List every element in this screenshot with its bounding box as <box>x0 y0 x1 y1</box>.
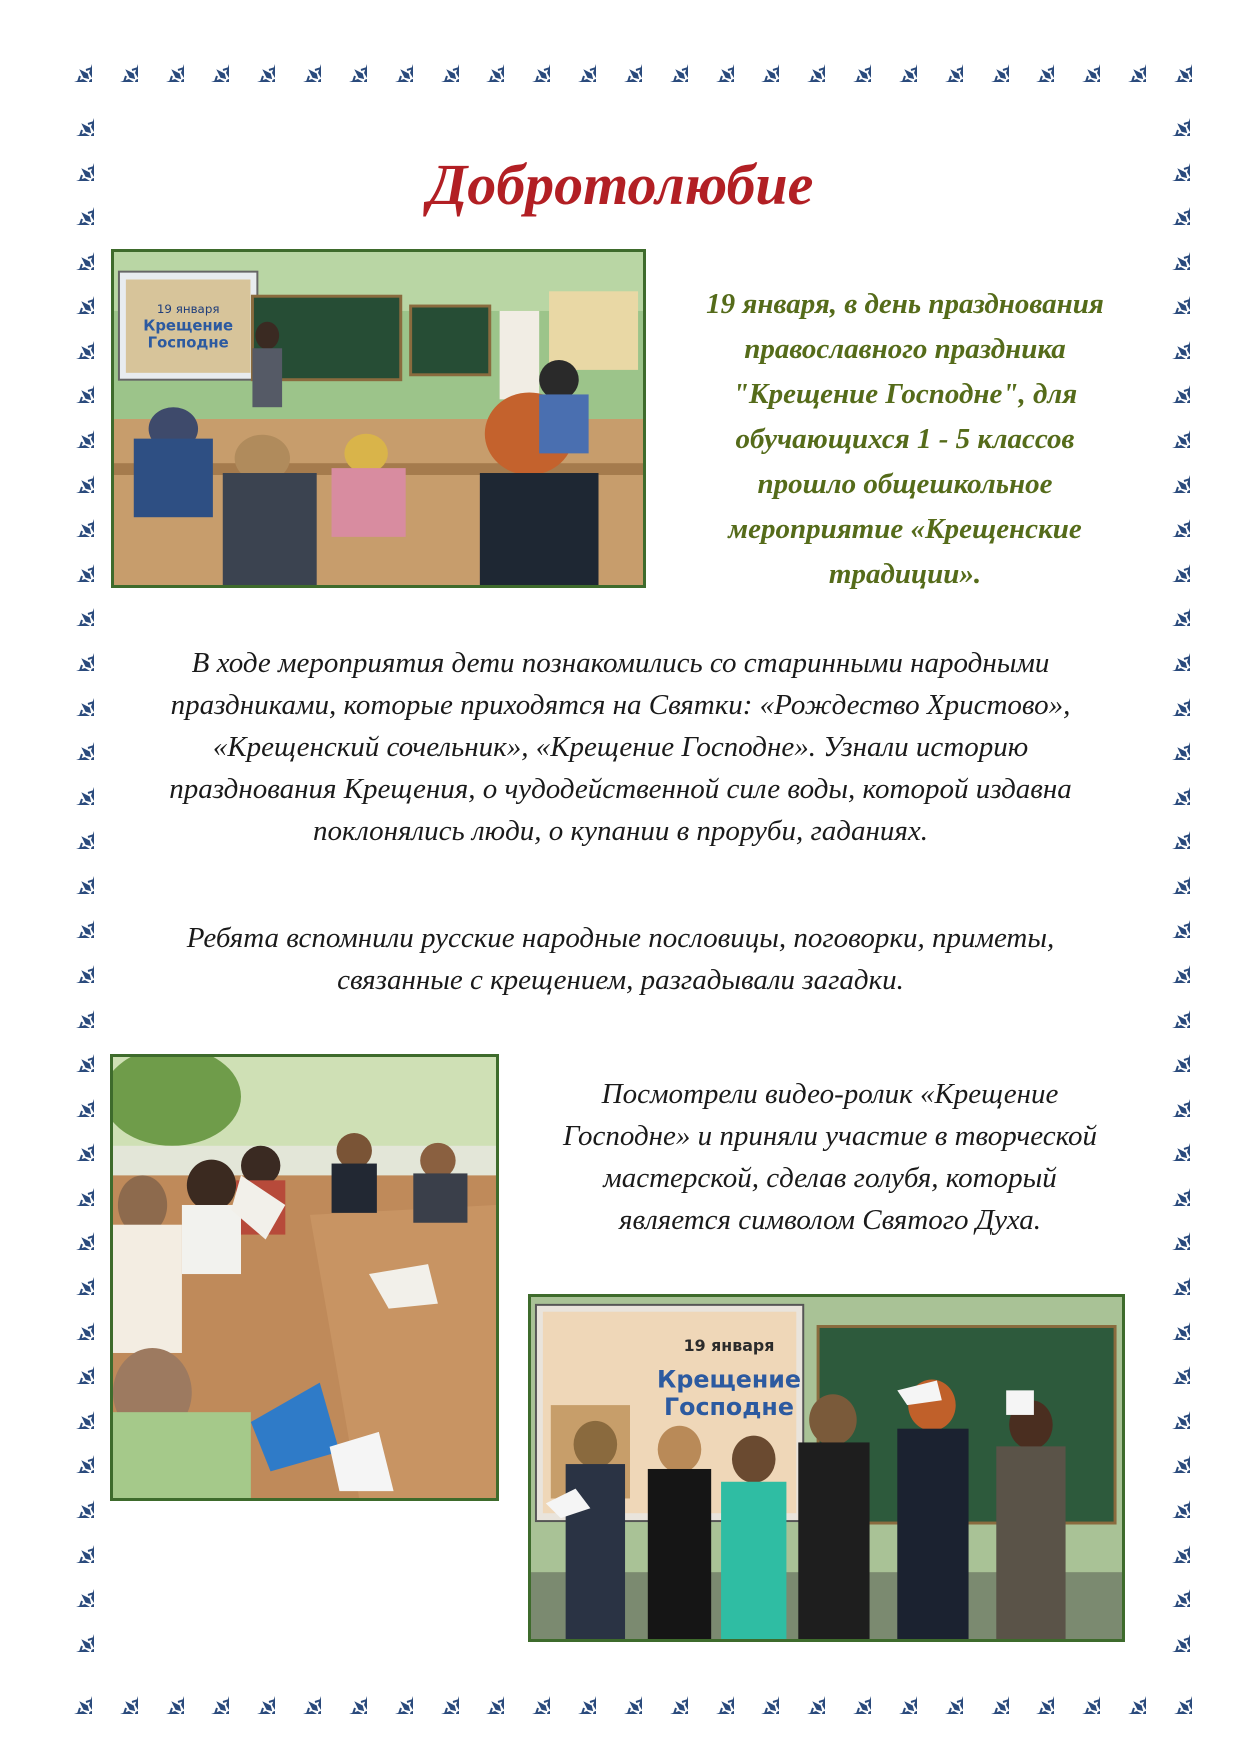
snowflake-ornament-icon <box>739 1674 779 1714</box>
paragraph-line: Ребята вспомнили русские народные пословицы, поговорки, приметы, <box>186 922 1055 954</box>
snowflake-ornament-icon <box>923 1674 963 1714</box>
snowflake-ornament-icon <box>54 1255 94 1295</box>
snowflake-ornament-icon <box>54 765 94 805</box>
snowflake-ornament-icon <box>419 1674 459 1714</box>
snowflake-ornament-icon <box>1150 363 1190 403</box>
border-top <box>52 40 1192 84</box>
snowflake-ornament-icon <box>1150 1121 1190 1161</box>
snowflake-ornament-icon <box>54 408 94 448</box>
photo1-screen-line2: Крещение <box>143 317 234 335</box>
snowflake-ornament-icon <box>648 1674 688 1714</box>
snowflake-ornament-icon <box>694 1674 734 1714</box>
snowflake-ornament-icon <box>54 1478 94 1518</box>
snowflake-ornament-icon <box>54 230 94 270</box>
page-title: Добротолюбие <box>427 152 814 217</box>
snowflake-ornament-icon <box>969 1674 1009 1714</box>
paragraph-line: является символом Святого Духа. <box>619 1204 1041 1236</box>
snowflake-ornament-icon <box>969 42 1009 82</box>
paragraph-line: Посмотрели видео-ролик «Крещение <box>601 1078 1059 1110</box>
snowflake-ornament-icon <box>1150 274 1190 314</box>
snowflake-ornament-icon <box>1150 319 1190 359</box>
snowflake-ornament-icon <box>54 542 94 582</box>
paragraph-line: мастерской, сделав голубя, который <box>603 1162 1057 1194</box>
intro-line: традиции». <box>828 558 982 590</box>
snowflake-ornament-icon <box>281 1674 321 1714</box>
snowflake-ornament-icon <box>464 1674 504 1714</box>
snowflake-ornament-icon <box>327 42 367 82</box>
snowflake-ornament-icon <box>1060 42 1100 82</box>
snowflake-ornament-icon <box>648 42 688 82</box>
snowflake-ornament-icon <box>327 1674 367 1714</box>
intro-line: мероприятие «Крещенские <box>728 513 1082 545</box>
intro-line: православного праздника <box>744 333 1066 365</box>
snowflake-ornament-icon <box>1150 586 1190 626</box>
photo-students-with-doves <box>528 1294 1125 1642</box>
snowflake-ornament-icon <box>54 898 94 938</box>
snowflake-ornament-icon <box>281 42 321 82</box>
snowflake-ornament-icon <box>52 1674 92 1714</box>
snowflake-ornament-icon <box>1150 453 1190 493</box>
snowflake-ornament-icon <box>1150 1567 1190 1607</box>
snowflake-ornament-icon <box>602 42 642 82</box>
snowflake-ornament-icon <box>831 1674 871 1714</box>
paragraph-activities <box>100 642 1141 852</box>
snowflake-ornament-icon <box>1150 1433 1190 1473</box>
snowflake-ornament-icon <box>54 1032 94 1072</box>
snowflake-ornament-icon <box>54 1523 94 1563</box>
photo-classroom-lesson <box>111 249 646 588</box>
snowflake-ornament-icon <box>419 42 459 82</box>
photo1-screen-line3: Господне <box>147 334 229 352</box>
snowflake-ornament-icon <box>1150 720 1190 760</box>
snowflake-ornament-icon <box>602 1674 642 1714</box>
snowflake-ornament-icon <box>54 1344 94 1384</box>
snowflake-ornament-icon <box>54 363 94 403</box>
snowflake-ornament-icon <box>1152 1674 1192 1714</box>
snowflake-ornament-icon <box>556 42 596 82</box>
snowflake-ornament-icon <box>54 1389 94 1429</box>
snowflake-ornament-icon <box>235 1674 275 1714</box>
border-left <box>52 96 96 1652</box>
snowflake-ornament-icon <box>1152 42 1192 82</box>
paragraph-line: Господне» и приняли участие в творческой <box>562 1120 1098 1152</box>
photo1-screen-line1: 19 января <box>156 301 220 316</box>
snowflake-ornament-icon <box>373 1674 413 1714</box>
snowflake-ornament-icon <box>1150 1210 1190 1250</box>
snowflake-ornament-icon <box>464 42 504 82</box>
snowflake-ornament-icon <box>54 1210 94 1250</box>
snowflake-ornament-icon <box>739 42 779 82</box>
paragraph-proverbs <box>100 917 1141 1001</box>
snowflake-ornament-icon <box>54 96 94 136</box>
snowflake-ornament-icon <box>52 42 92 82</box>
paragraph-line: праздниками, которые приходятся на Святки: «Рождество Христово», <box>170 689 1071 721</box>
snowflake-ornament-icon <box>54 497 94 537</box>
snowflake-ornament-icon <box>923 42 963 82</box>
snowflake-ornament-icon <box>1150 1389 1190 1429</box>
snowflake-ornament-icon <box>1150 1032 1190 1072</box>
snowflake-ornament-icon <box>877 42 917 82</box>
paragraph-workshop <box>520 1073 1140 1241</box>
snowflake-ornament-icon <box>54 943 94 983</box>
snowflake-ornament-icon <box>98 42 138 82</box>
snowflake-ornament-icon <box>694 42 734 82</box>
paragraph-line: В ходе мероприятия дети познакомились со старинными народными <box>191 647 1050 679</box>
snowflake-ornament-icon <box>877 1674 917 1714</box>
snowflake-ornament-icon <box>785 42 825 82</box>
snowflake-ornament-icon <box>54 274 94 314</box>
snowflake-ornament-icon <box>54 1121 94 1161</box>
snowflake-ornament-icon <box>1060 1674 1100 1714</box>
snowflake-ornament-icon <box>510 1674 550 1714</box>
intro-text <box>665 282 1145 597</box>
snowflake-ornament-icon <box>785 1674 825 1714</box>
snowflake-ornament-icon <box>373 42 413 82</box>
snowflake-ornament-icon <box>831 42 871 82</box>
photo3-screen-line2: Крещение <box>656 1365 801 1394</box>
snowflake-ornament-icon <box>144 1674 184 1714</box>
paragraph-line: связанные с крещением, разгадывали загадки. <box>337 964 904 996</box>
border-right <box>1148 96 1192 1652</box>
snowflake-ornament-icon <box>1150 542 1190 582</box>
snowflake-ornament-icon <box>54 809 94 849</box>
snowflake-ornament-icon <box>556 1674 596 1714</box>
photo-craft-workshop <box>110 1054 499 1501</box>
snowflake-ornament-icon <box>1150 1344 1190 1384</box>
snowflake-ornament-icon <box>54 319 94 359</box>
snowflake-ornament-icon <box>189 1674 229 1714</box>
snowflake-ornament-icon <box>510 42 550 82</box>
snowflake-ornament-icon <box>54 631 94 671</box>
snowflake-ornament-icon <box>1014 42 1054 82</box>
snowflake-ornament-icon <box>54 1166 94 1206</box>
snowflake-ornament-icon <box>1150 1255 1190 1295</box>
snowflake-ornament-icon <box>1150 988 1190 1028</box>
snowflake-ornament-icon <box>1150 898 1190 938</box>
intro-line: 19 января, в день празднования <box>706 288 1104 320</box>
snowflake-ornament-icon <box>1150 1166 1190 1206</box>
snowflake-ornament-icon <box>1014 1674 1054 1714</box>
border-bottom <box>52 1672 1192 1716</box>
snowflake-ornament-icon <box>54 1300 94 1340</box>
snowflake-ornament-icon <box>1150 943 1190 983</box>
photo3-screen-line1: 19 января <box>683 1336 775 1356</box>
snowflake-ornament-icon <box>1106 42 1146 82</box>
snowflake-ornament-icon <box>54 1077 94 1117</box>
snowflake-ornament-icon <box>1150 1300 1190 1340</box>
paragraph-line: поклонялись люди, о купании в проруби, гаданиях. <box>313 815 928 847</box>
snowflake-ornament-icon <box>54 1567 94 1607</box>
snowflake-ornament-icon <box>1150 408 1190 448</box>
snowflake-ornament-icon <box>1150 676 1190 716</box>
snowflake-ornament-icon <box>54 1433 94 1473</box>
snowflake-ornament-icon <box>1150 230 1190 270</box>
snowflake-ornament-icon <box>54 586 94 626</box>
intro-line: обучающихся 1 - 5 классов <box>735 423 1075 455</box>
snowflake-ornament-icon <box>1150 497 1190 537</box>
snowflake-ornament-icon <box>144 42 184 82</box>
photo3-screen-line3: Господне <box>664 1393 794 1421</box>
snowflake-ornament-icon <box>54 676 94 716</box>
snowflake-ornament-icon <box>98 1674 138 1714</box>
snowflake-ornament-icon <box>1150 1612 1190 1652</box>
paragraph-line: празднования Крещения, о чудодейственной силе воды, которой издавна <box>169 773 1072 805</box>
snowflake-ornament-icon <box>54 854 94 894</box>
snowflake-ornament-icon <box>54 453 94 493</box>
snowflake-ornament-icon <box>1150 854 1190 894</box>
snowflake-ornament-icon <box>1150 809 1190 849</box>
snowflake-ornament-icon <box>235 42 275 82</box>
snowflake-ornament-icon <box>54 720 94 760</box>
snowflake-ornament-icon <box>1150 631 1190 671</box>
intro-line: "Крещение Господне", для <box>732 378 1078 410</box>
snowflake-ornament-icon <box>1150 96 1190 136</box>
snowflake-ornament-icon <box>1150 1077 1190 1117</box>
paragraph-line: «Крещенский сочельник», «Крещение Господне». Узнали историю <box>212 731 1029 763</box>
snowflake-ornament-icon <box>189 42 229 82</box>
intro-line: прошло общешкольное <box>757 468 1053 500</box>
snowflake-ornament-icon <box>1150 1523 1190 1563</box>
snowflake-ornament-icon <box>1150 1478 1190 1518</box>
snowflake-ornament-icon <box>54 1612 94 1652</box>
snowflake-ornament-icon <box>54 988 94 1028</box>
snowflake-ornament-icon <box>1150 765 1190 805</box>
snowflake-ornament-icon <box>1106 1674 1146 1714</box>
